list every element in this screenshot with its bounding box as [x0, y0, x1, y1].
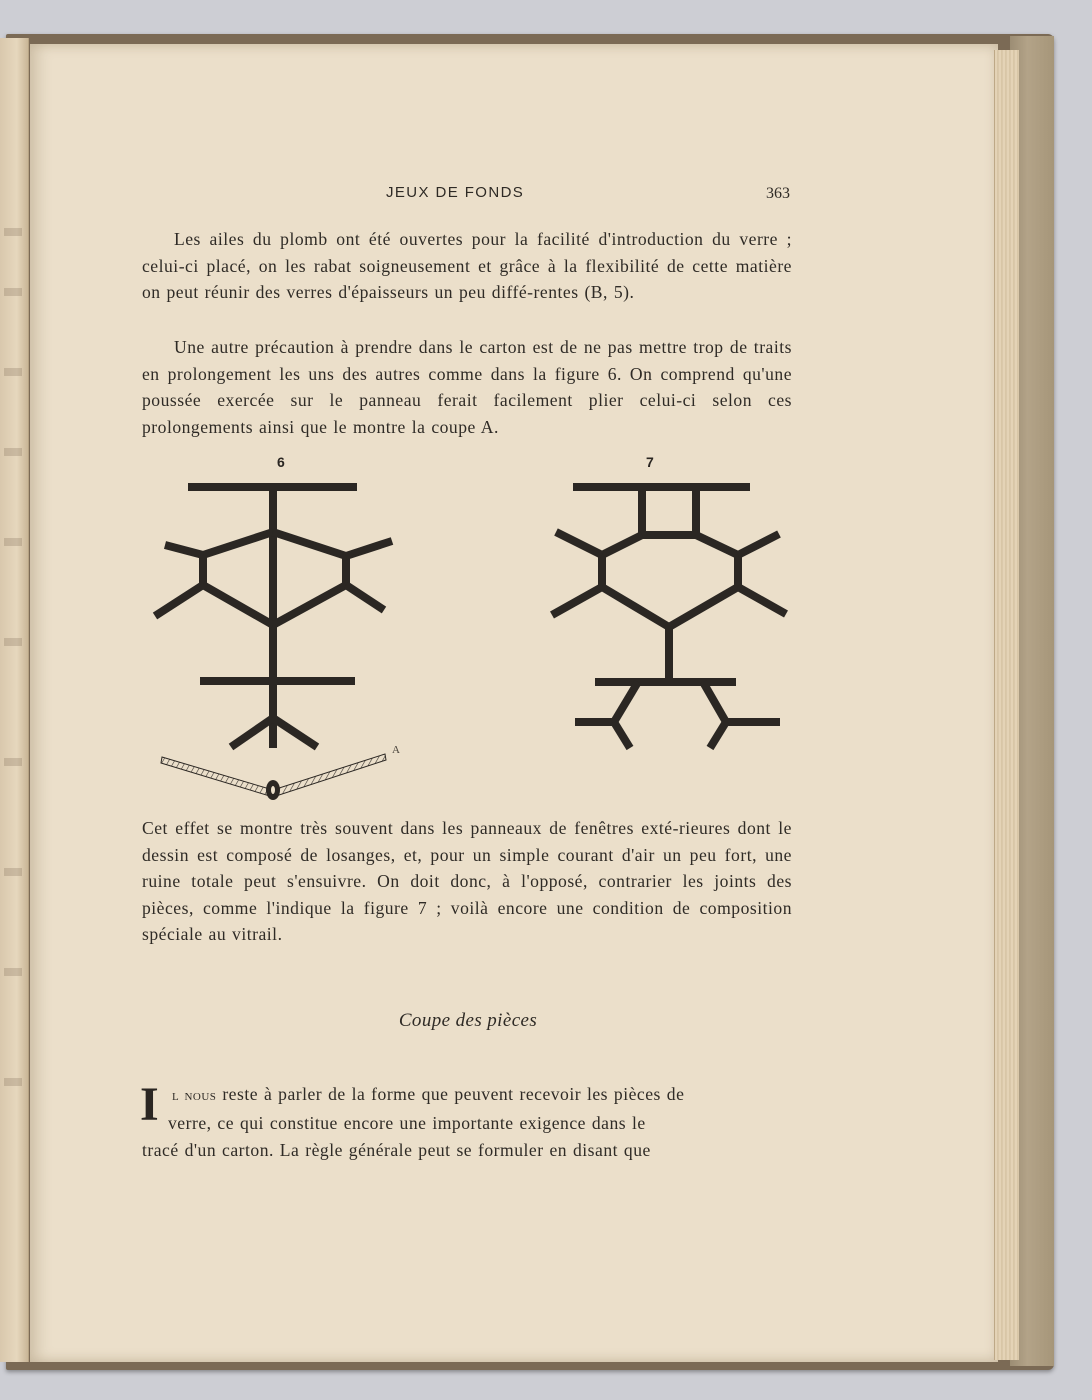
paragraph-4-line-2: verre, ce qui constitue encore une importante exigence dans le	[168, 1113, 646, 1133]
bleed-mark	[4, 758, 22, 766]
figure-6-drawing	[155, 487, 392, 748]
paragraph-4	[140, 1078, 792, 1164]
section-title-text: Coupe des pièces	[398, 1010, 538, 1031]
drop-cap: I	[140, 1078, 159, 1131]
lead-came-figures	[140, 470, 800, 810]
section-a-drawing	[161, 754, 386, 800]
page-number: 363	[766, 185, 790, 202]
section-a-label: A	[392, 744, 400, 756]
bleed-mark	[4, 368, 22, 376]
paragraph-1	[142, 226, 792, 306]
paragraph-2	[142, 334, 792, 440]
left-page-edge	[0, 38, 29, 1362]
bleed-mark	[4, 228, 22, 236]
paragraph-4-line-1: reste à parler de la forme que peuvent recevoir les pièces de	[222, 1084, 685, 1104]
paragraph-3-text: Cet effet se montre très souvent dans les panneaux de fenêtres exté-rieures dont le dessin est composé de losanges, et, pour un simple courant d'air un peu fort, une ruine totale peut s'ensuivre. On doit donc, à l'opposé, contrarier les joints des pièces, comme l'indique la figure 7 ; voilà encore une condition de composition spéciale au vitrail.	[142, 818, 792, 945]
figure-6-label: 6	[277, 454, 285, 470]
bleed-mark	[4, 1078, 22, 1086]
bleed-mark	[4, 288, 22, 296]
paragraph-2-text: Une autre précaution à prendre dans le carton est de ne pas mettre trop de traits en prolongement les uns des autres comme dans la figure 6. On comprend qu'une poussée exercée sur le panneau ferait facilement plier celui-ci selon ces prolongements ainsi que le montre la coupe A.	[142, 337, 792, 437]
paragraph-1-text: Les ailes du plomb ont été ouvertes pour la facilité d'introduction du verre ; celui-ci placé, on les rabat soigneusement et grâce à la flexibilité de cette matière on peut réunir des verres d'épaisseurs un peu diffé-rentes (B, 5).	[142, 229, 792, 303]
running-head: JEUX DE FONDS	[386, 184, 525, 201]
paragraph-4-first-word: l nous	[172, 1088, 217, 1104]
figures-svg	[140, 470, 800, 810]
bleed-mark	[4, 538, 22, 546]
figure-7-drawing	[552, 487, 786, 748]
paragraph-4-line-3: tracé d'un carton. La règle générale peut se formuler en disant que	[142, 1140, 651, 1160]
bleed-mark	[4, 638, 22, 646]
bleed-mark	[4, 448, 22, 456]
bleed-mark	[4, 968, 22, 976]
page-stack-edge	[994, 50, 1019, 1360]
section-title	[0, 1010, 936, 1032]
figure-7-label: 7	[646, 454, 654, 470]
paragraph-3	[142, 815, 792, 948]
bleed-mark	[4, 868, 22, 876]
